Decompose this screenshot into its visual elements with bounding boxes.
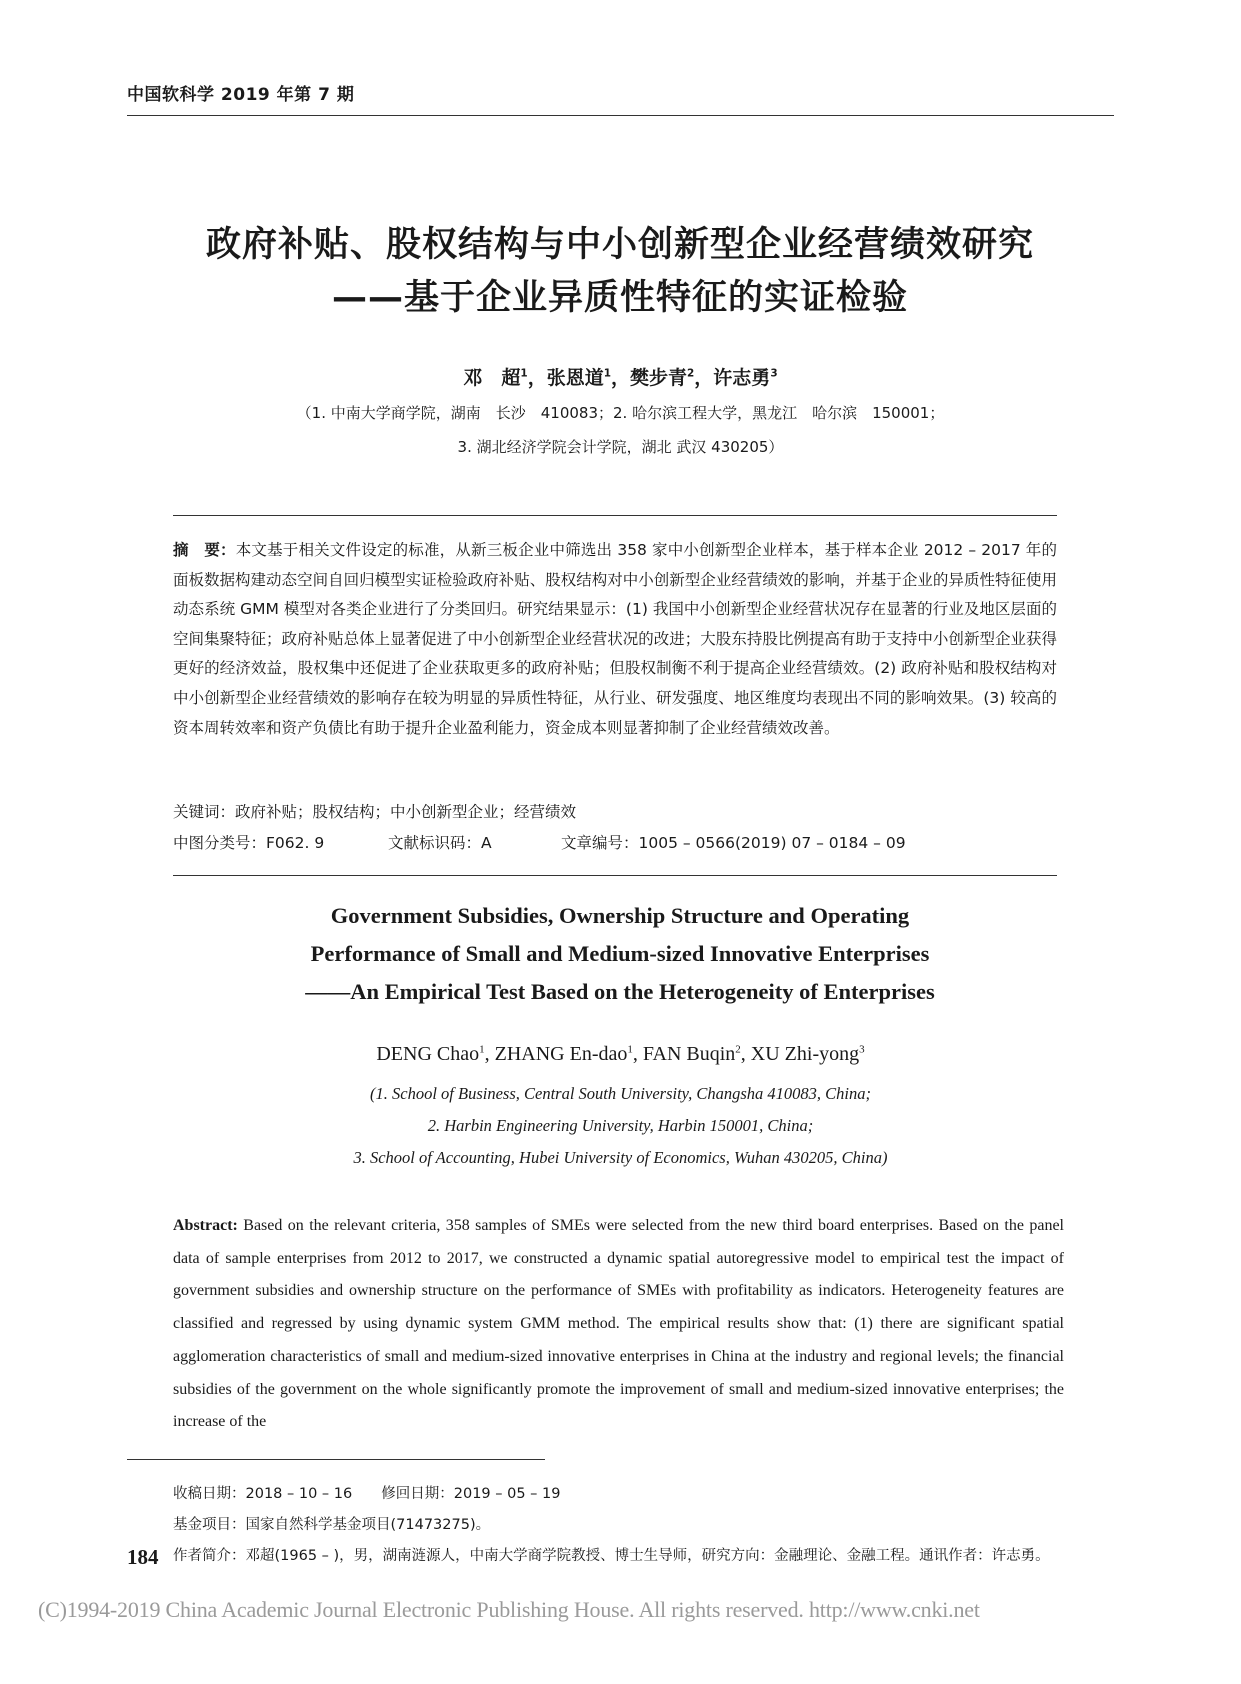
cn-author: 张恩道 — [546, 367, 604, 389]
footnote-received-date: 收稿日期：2018 – 10 – 16 修回日期：2019 – 05 – 19 — [173, 1486, 561, 1502]
en-title-line3: ——An Empirical Test Based on the Heterogeneity of Enterprises — [305, 979, 935, 1004]
abstract-bottom-rule — [173, 875, 1057, 876]
en-author-sup: 1 — [627, 1043, 633, 1056]
cn-affiliation-line2: 3. 湖北经济学院会计学院，湖北 武汉 430205） — [457, 438, 784, 456]
cn-author: 许志勇 — [713, 367, 771, 389]
en-author: DENG Chao — [376, 1043, 480, 1065]
cn-document-code: 文献标识码：A — [388, 834, 492, 852]
cn-article-number: 文章编号：1005 – 0566(2019) 07 – 0184 – 09 — [561, 834, 906, 852]
en-title-line1: Government Subsidies, Ownership Structure and Operating — [330, 903, 910, 928]
en-affiliation-line3: 3. School of Accounting, Hubei University of Economics, Wuhan 430205, China) — [353, 1148, 888, 1167]
footnote-fund: 基金项目：国家自然科学基金项目(71473275)。 — [173, 1517, 491, 1533]
abstract-top-rule — [173, 515, 1057, 516]
cn-abstract-text: 本文基于相关文件设定的标准，从新三板企业中筛选出 358 家中小创新型企业样本，基于样本企业 2012 – 2017 年的面板数据构建动态空间自回归模型实证检验政府补贴、股权结构对中小创新型企业经营绩效的影响，并基于企业的异质性特征使用动态系统 GMM 模型对各类企业进行了分类回归。研究结果显示：(1) 我国中小创新型企业经营状况存在显著的行业及地区层面的空间集聚特征；政府补贴总体上显著促进了中小创新型企业经营状况的改进；大股东持股比例提高有助于支持中小创新型企业获得更好的经济效益，股权集中还促进了企业获取更多的政府补贴；但股权制衡不利于提高企业经营绩效。(2) 政府补贴和股权结构对中小创新型企业经营绩效的影响存在较为明显的异质性特征，从行业、研发强度、地区维度均表现出不同的影响效果。(3) 较高的资本周转效率和资产负债比有助于提升企业盈利能力，资金成本则显著抑制了企业经营绩效改善。 — [173, 541, 1057, 737]
cn-keywords: 关键词：政府补贴；股权结构；中小创新型企业；经营绩效 — [173, 803, 577, 821]
cn-clc-number: 中图分类号：F062. 9 — [173, 834, 325, 852]
en-author-sup: 1 — [479, 1043, 485, 1056]
journal-issue-header: 中国软科学 2019 年第 7 期 — [127, 85, 355, 105]
cn-title-line2: ——基于企业异质性特征的实证检验 — [331, 278, 908, 318]
cn-author: 樊步青 — [630, 367, 688, 389]
cn-abstract — [173, 536, 1057, 743]
en-abstract — [173, 1210, 1064, 1439]
cn-affiliation-line1: （1. 中南大学商学院，湖南 长沙 410083；2. 哈尔滨工程大学，黑龙江 哈尔滨 150001； — [296, 404, 945, 422]
en-affiliation-line2: 2. Harbin Engineering University, Harbin 150001, China; — [427, 1116, 814, 1135]
en-author: ZHANG En-dao — [494, 1043, 628, 1065]
page-number: 184 — [127, 1545, 159, 1569]
footnote-rule — [127, 1459, 545, 1460]
cn-title-line1: 政府补贴、股权结构与中小创新型企业经营绩效研究 — [205, 225, 1034, 265]
en-authors: DENG Chao$^1$, ZHANG En-dao$^1$, FAN Buqin$^2$, XU Zhi-yong$^3$ — [376, 1043, 865, 1065]
cn-authors: 邓 超$^1$，张恩道$^1$，樊步青$^2$，许志勇$^3$ — [463, 367, 778, 389]
footnote-author-bio: 作者简介：邓超(1965 – )，男，湖南涟源人，中南大学商学院教授、博士生导师，研究方向：金融理论、金融工程。通讯作者：许志勇。 — [173, 1548, 1050, 1564]
cn-author-sup: 2 — [687, 367, 695, 380]
en-title-line2: Performance of Small and Medium-sized Innovative Enterprises — [310, 941, 930, 966]
en-abstract-label: Abstract: — [173, 1217, 238, 1234]
cn-author-sup: 1 — [520, 367, 528, 380]
copyright-watermark: (C)1994-2019 China Academic Journal Electronic Publishing House. All rights reserved. http://www.cnki.net — [38, 1597, 980, 1622]
en-author-sup: 3 — [859, 1043, 865, 1056]
cn-author-sup: 1 — [603, 367, 611, 380]
header-rule — [127, 115, 1114, 116]
cn-abstract-label: 摘 要： — [173, 541, 236, 559]
en-author-sup: 2 — [735, 1043, 741, 1056]
cn-author: 邓 超 — [463, 367, 521, 389]
en-author: XU Zhi-yong — [750, 1043, 860, 1065]
en-abstract-text: Based on the relevant criteria, 358 samples of SMEs were selected from the new third board enterprises. Based on the panel data of sample enterprises from 2012 to 2017, we constructed a dynamic spatial autoregressive model to empirical test the impact of government subsidies and ownership structure on the performance of SMEs with profitability as indicators. Heterogeneity features are classified and regressed by using dynamic system GMM method. The empirical results show that: (1) there are significant spatial agglomeration characteristics of small and medium-sized innovative enterprises in China at the industry and regional levels; the financial subsidies of the government on the whole significantly promote the improvement of small and medium-sized innovative enterprises; the increase of the — [173, 1217, 1064, 1431]
en-affiliation-line1: (1. School of Business, Central South University, Changsha 410083, China; — [370, 1084, 871, 1103]
en-author: FAN Buqin — [642, 1043, 736, 1065]
cn-author-sup: 3 — [770, 367, 778, 380]
